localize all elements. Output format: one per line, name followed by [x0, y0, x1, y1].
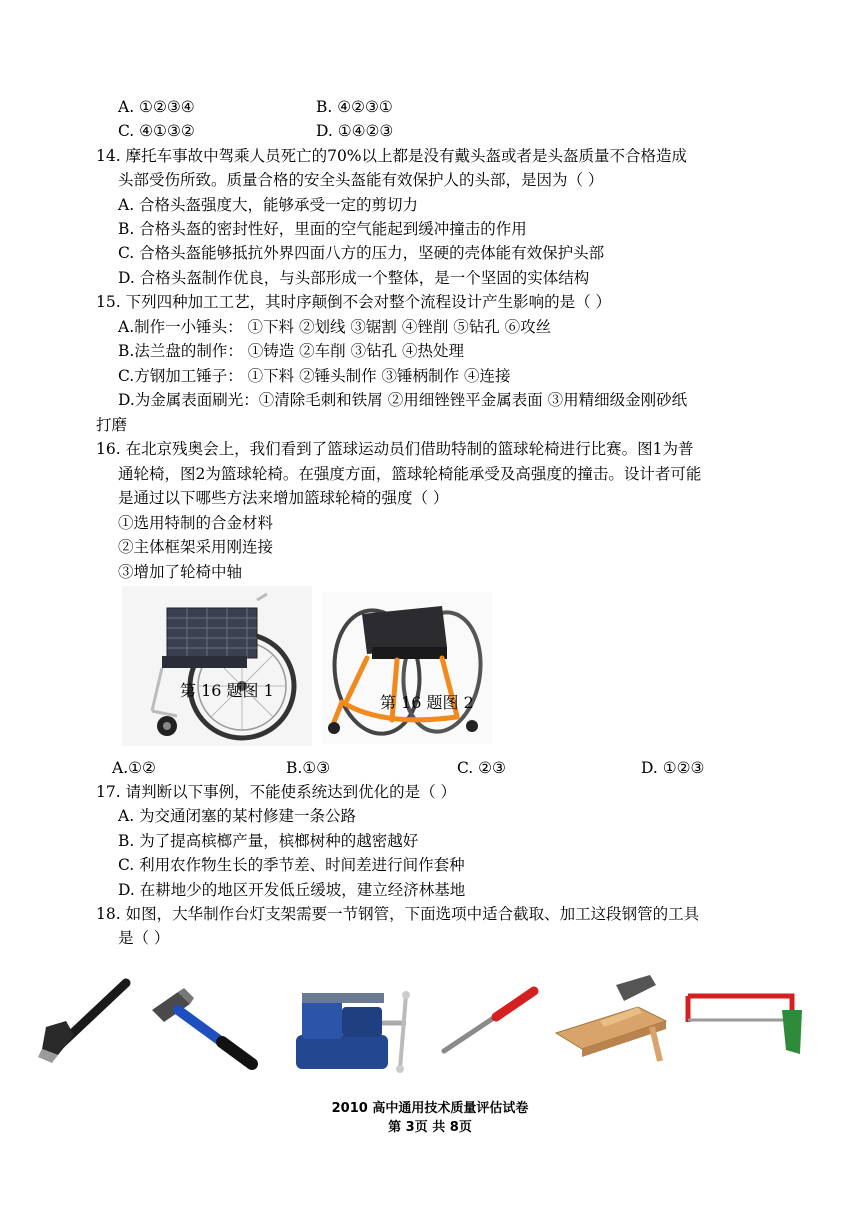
q15-option-a: A.制作一小锤头： ①下料 ②划线 ③锯割 ④锉削 ⑤钻孔 ⑥攻丝	[118, 318, 552, 336]
q17-option-b: B. 为了提高槟榔产量，槟榔树种的越密越好	[118, 832, 419, 850]
q16-item-1: ①选用特制的合金材料	[118, 514, 274, 532]
hammer-icon	[148, 988, 260, 1072]
q14-option-d: D. 合格头盔制作优良，与头部形成一个整体，是一个坚固的实体结构	[118, 269, 590, 287]
q15-option-b: B.法兰盘的制作： ①铸造 ②车削 ③钻孔 ④热处理	[118, 342, 465, 360]
q15-option-d: D.为金属表面刷光：①清除毛刺和铁屑 ②用细锉锉平金属表面 ③用精细级金刚砂纸	[118, 391, 688, 409]
q15-stem: 15. 下列四种加工工艺，其时序颠倒不会对整个流程设计产生影响的是（ ）	[96, 293, 612, 311]
q17-stem: 17. 请判断以下事例，不能使系统达到优化的是（ ）	[96, 783, 457, 801]
q17-option-a: A. 为交通闭塞的某村修建一条公路	[118, 807, 357, 825]
figure-1-caption: 第 16 题图 1	[180, 681, 274, 700]
q17-option-d: D. 在耕地少的地区开发低丘缓坡，建立经济林基地	[118, 881, 466, 899]
figure-2-caption: 第 16 题图 2	[380, 693, 474, 712]
q18-stem-line2: 是（ ）	[118, 929, 170, 947]
q16-item-3: ③增加了轮椅中轴	[118, 563, 243, 581]
q16-stem-line1: 16. 在北京残奥会上，我们看到了篮球运动员们借助特制的篮球轮椅进行比赛。图1为普	[96, 440, 694, 458]
q14-stem-line2: 头部受伤所致。质量合格的安全头盔能有效保护人的头部，是因为（ ）	[118, 171, 604, 189]
q16-option-b: B.①③	[286, 759, 331, 777]
q16-option-a: A.①②	[112, 759, 156, 777]
q14-option-b: B. 合格头盔的密封性好，里面的空气能起到缓冲撞击的作用	[118, 220, 527, 238]
q18-stem-line1: 18. 如图，大华制作台灯支架需要一节钢管，下面选项中适合截取、加工这段钢管的工具	[96, 905, 700, 923]
axe-icon	[36, 975, 136, 1065]
basketball-wheelchair-image	[322, 592, 492, 744]
file-icon	[440, 985, 540, 1055]
q16-option-c: C. ②③	[457, 759, 506, 777]
q13-option-c: C. ④①③②	[118, 122, 195, 140]
q13-option-d: D. ①④②③	[316, 122, 394, 140]
bench-vise-icon	[282, 985, 420, 1075]
q14-stem-line1: 14. 摩托车事故中驾乘人员死亡的70%以上都是没有戴头盔或者是头盔质量不合格造成	[96, 147, 688, 165]
q13-option-a: A. ①②③④	[118, 98, 195, 116]
q17-option-c: C. 利用农作物生长的季节差、时间差进行间作套种	[118, 856, 465, 874]
footer-page-number: 第 3页 共 8页	[388, 1120, 472, 1135]
footer-exam-title: 2010 高中通用技术质量评估试卷	[331, 1101, 529, 1116]
hacksaw-icon	[682, 990, 808, 1060]
q16-stem-line3: 是通过以下哪些方法来增加篮球轮椅的强度（ ）	[118, 489, 449, 507]
q14-option-c: C. 合格头盔能够抵抗外界四面八方的压力，坚硬的壳体能有效保护头部	[118, 244, 605, 262]
q13-option-b: B. ④②③①	[316, 98, 393, 116]
q15-option-c: C.方钢加工锤子： ①下料 ②锤头制作 ③锤柄制作 ④连接	[118, 367, 511, 385]
q14-option-a: A. 合格头盔强度大，能够承受一定的剪切力	[118, 196, 419, 214]
q15-option-d-continued: 打磨	[96, 416, 128, 434]
q16-stem-line2: 通轮椅，图2为篮球轮椅。在强度方面，篮球轮椅能承受及高强度的撞击。设计者可能	[118, 465, 702, 483]
q16-option-d: D. ①②③	[641, 759, 705, 777]
hand-plane-icon	[552, 975, 672, 1065]
standard-wheelchair-image	[122, 586, 312, 746]
q16-item-2: ②主体框架采用刚连接	[118, 538, 274, 556]
